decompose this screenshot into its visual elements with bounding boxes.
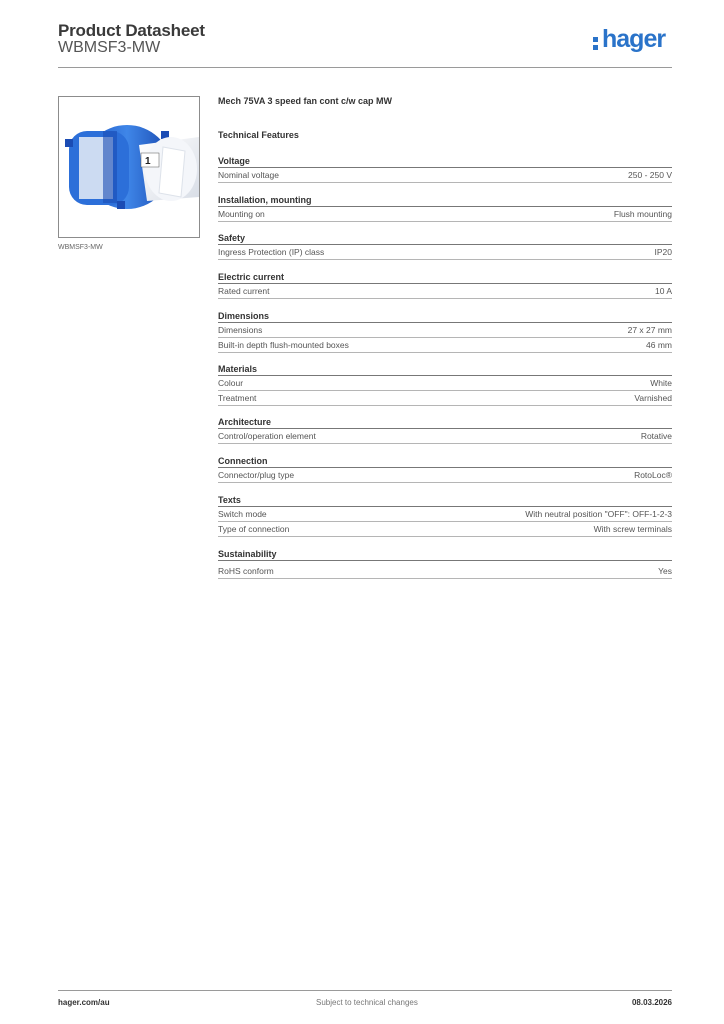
spec-row [218,507,672,522]
spec-row [218,323,672,338]
section-safety [218,232,672,260]
technical-features-heading: Technical Features [218,130,299,140]
spec-label: Ingress Protection (IP) class [218,247,325,257]
spec-value: White [650,378,672,388]
spec-label: Control/operation element [218,431,316,441]
section-title: Materials [218,363,672,376]
product-image [58,96,200,238]
spec-value: 46 mm [646,340,672,350]
spec-value: With neutral position "OFF": OFF-1-2-3 [525,509,672,519]
section-connection [218,455,672,483]
hager-logo [592,27,672,57]
section-title: Voltage [218,155,672,168]
section-texts [218,494,672,537]
section-electric-current [218,271,672,299]
section-dimensions [218,310,672,353]
spec-row [218,522,672,537]
spec-label: Connector/plug type [218,470,295,480]
spec-row [218,391,672,406]
spec-value: 250 - 250 V [628,170,672,180]
spec-row [218,284,672,299]
spec-label: Treatment [218,393,257,403]
section-title: Safety [218,232,672,245]
section-title: Architecture [218,416,672,429]
spec-value: Rotative [640,431,672,441]
footer-website: hager.com/au [58,998,110,1007]
spec-value: 10 A [654,286,672,296]
spec-value: 27 x 27 mm [627,325,672,335]
spec-label: Mounting on [218,209,265,219]
spec-row [218,207,672,222]
section-sustainability [218,548,672,579]
spec-label: RoHS conform [218,566,274,576]
spec-label: Built-in depth flush-mounted boxes [218,340,349,350]
logo-text: hager [602,25,666,53]
spec-value: RotoLoc® [634,470,672,480]
spec-row [218,245,672,260]
spec-row [218,168,672,183]
spec-row [218,564,672,579]
section-title: Sustainability [218,548,672,561]
spec-row [218,468,672,483]
logo-dots [593,37,599,51]
footer-divider [58,990,672,991]
section-title: Installation, mounting [218,194,672,207]
spec-value: With screw terminals [593,524,672,534]
section-title: Texts [218,494,672,507]
section-title: Dimensions [218,310,672,323]
spec-label: Rated current [218,286,270,296]
product-code: WBMSF3-MW [58,39,161,56]
spec-value: Varnished [634,393,672,403]
section-title: Electric current [218,271,672,284]
header-divider [58,67,672,68]
spec-label: Colour [218,378,244,388]
spec-label: Type of connection [218,524,290,534]
spec-label: Nominal voltage [218,170,279,180]
section-architecture [218,416,672,444]
section-voltage [218,155,672,183]
footer-note: Subject to technical changes [316,998,418,1007]
footer-date: 08.03.2026 [631,998,672,1007]
section-materials [218,363,672,406]
image-caption: WBMSF3-MW [58,244,103,251]
spec-label: Switch mode [218,509,267,519]
section-installation [218,194,672,222]
spec-row [218,429,672,444]
knob-label: 1 [145,156,151,167]
spec-label: Dimensions [218,325,263,335]
spec-row [218,376,672,391]
spec-row [218,338,672,353]
product-title: Mech 75VA 3 speed fan cont c/w cap MW [218,96,393,106]
spec-value: Yes [658,566,672,576]
spec-value: Flush mounting [613,209,672,219]
page-title: Product Datasheet [58,21,205,40]
section-title: Connection [218,455,672,468]
spec-value: IP20 [654,247,672,257]
